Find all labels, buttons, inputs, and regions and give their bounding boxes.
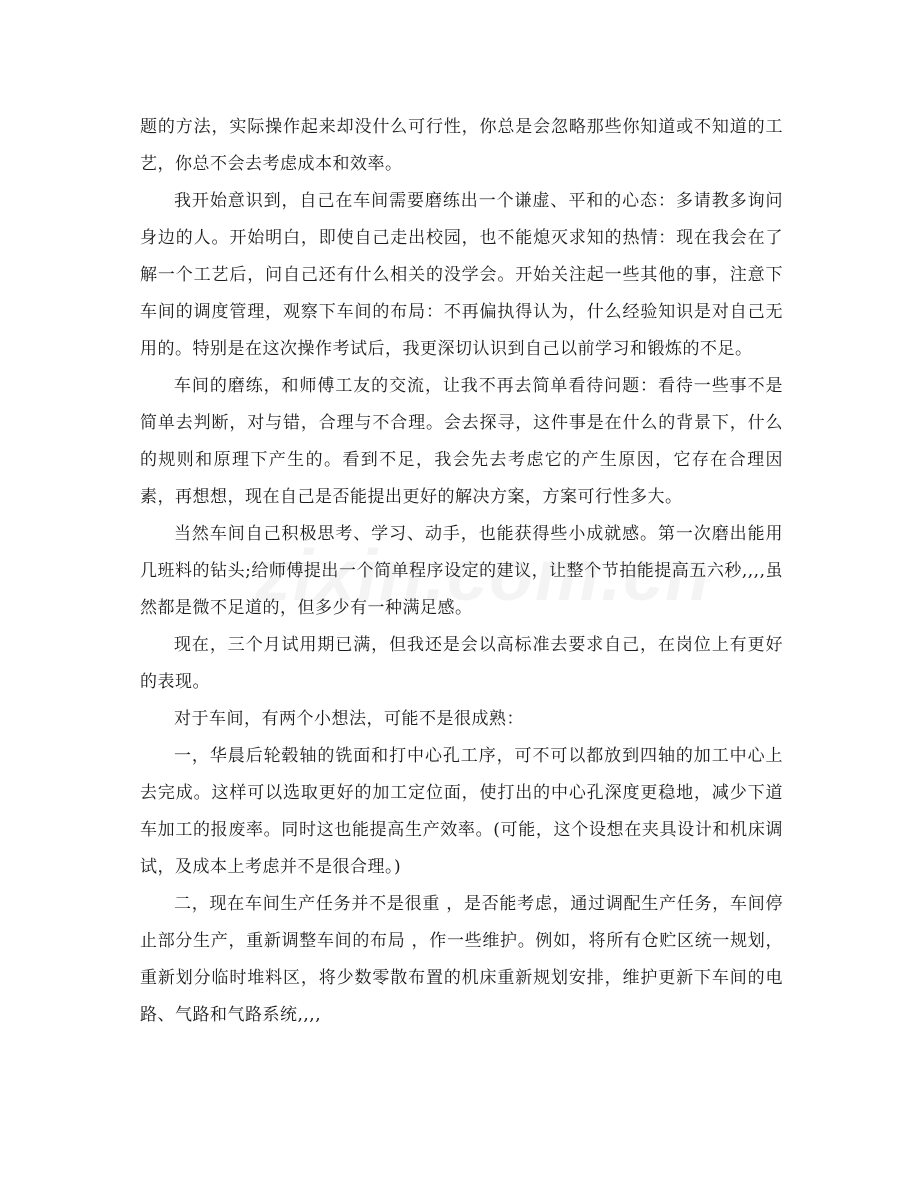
document-body — [140, 109, 783, 1034]
paragraph-5: 现在，三个月试用期已满，但我还是会以高标准去要求自己，在岗位上有更好的表现。 — [140, 635, 783, 692]
paragraph-4: 当然车间自己积极思考、学习、动手，也能获得些小成就感。第一次磨出能用几班料的钻头;给师傅提出一个简单程序设定的建议，让整个节拍能提高五六秒,,,,虽然都是微不足道的，但多少有一种满足感。 — [140, 524, 783, 618]
paragraph-7: 一，华晨后轮毂轴的铣面和打中心孔工序，可不可以都放到四轴的加工中心上去完成。这样可以选取更好的加工定位面，使打出的中心孔深度更稳地，减少下道车加工的报废率。同时这也能提高生产效率。(可能，这个设想在夹具设计和机床调试，及成本上考虑并不是很合理。) — [140, 746, 783, 877]
paragraph-8: 二，现在车间生产任务并不是很重 ，是否能考虑，通过调配生产任务，车间停止部分生产，重新调整车间的布局 ，作一些维护。例如，将所有仓贮区统一规划，重新划分临时堆料区，将少数零散布置的机床重新规划安排，维护更新下车间的电路、气路和气路系统,,,, — [140, 894, 783, 1025]
paragraph-1: 题的方法，实际操作起来却没什么可行性，你总是会忽略那些你知道或不知道的工艺，你总不会去考虑成本和效率。 — [140, 117, 783, 174]
paragraph-3: 车间的磨练，和师傅工友的交流，让我不再去简单看待问题：看待一些事不是简单去判断，对与错，合理与不合理。会去探寻，这件事是在什么的背景下，什么的规则和原理下产生的。看到不足，我会先去考虑它的产生原因，它存在合理因素，再想想，现在自己是否能提出更好的解决方案，方案可行性多大。 — [140, 376, 783, 507]
paragraph-2: 我开始意识到，自己在车间需要磨练出一个谦虚、平和的心态：多请教多询问身边的人。开始明白，即使自己走出校园，也不能熄灭求知的热情：现在我会在了解一个工艺后，问自己还有什么相关的没学会。开始关注起一些其他的事，注意下车间的调度管理，观察下车间的布局：不再偏执得认为，什么经验知识是对自己无用的。特别是在这次操作考试后，我更深切认识到自己以前学习和锻炼的不足。 — [140, 191, 783, 359]
paragraph-6: 对于车间，有两个小想法，可能不是很成熟： — [174, 709, 524, 729]
